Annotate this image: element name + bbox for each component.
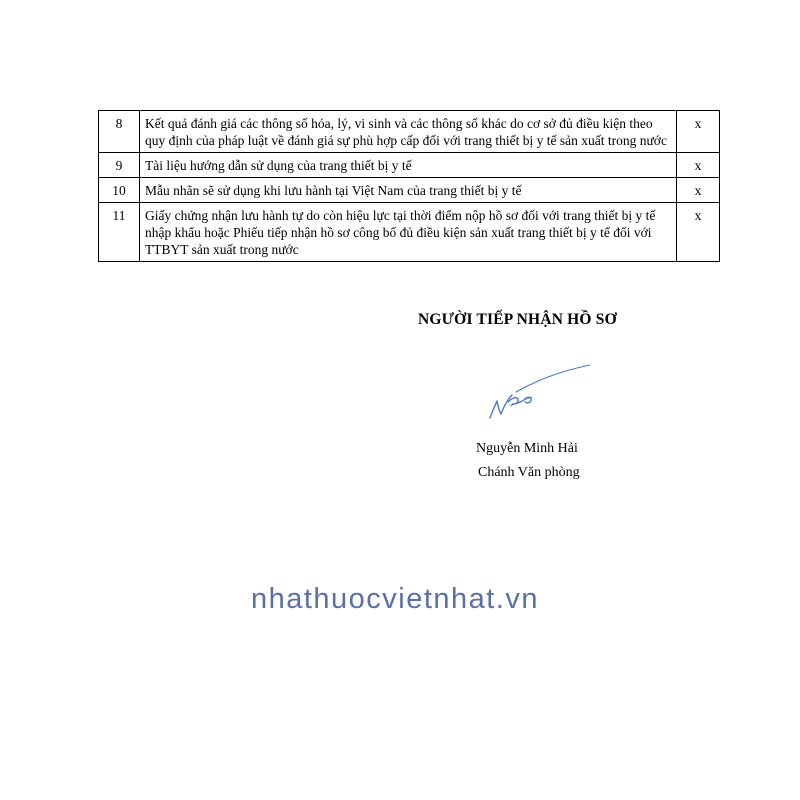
document-table <box>98 110 720 262</box>
row-description: Giấy chứng nhận lưu hành tự do còn hiệu lực tại thời điểm nộp hồ sơ đối với trang thiết bị y tế nhập khẩu hoặc Phiếu tiếp nhận hồ sơ công bố đủ điều kiện sản xuất trang thiết bị y tế đối với TTBYT sản xuất trong nước <box>140 203 677 262</box>
row-mark: x <box>677 203 720 262</box>
row-mark: x <box>677 153 720 178</box>
row-mark: x <box>677 178 720 203</box>
table-row <box>99 178 720 203</box>
row-number: 11 <box>99 203 140 262</box>
table-row <box>99 203 720 262</box>
row-number: 10 <box>99 178 140 203</box>
row-description: Mẫu nhãn sẽ sử dụng khi lưu hành tại Việt Nam của trang thiết bị y tế <box>140 178 677 203</box>
signer-name: Nguyễn Minh Hải <box>476 441 578 456</box>
row-description: Tài liệu hướng dẫn sử dụng của trang thiết bị y tế <box>140 153 677 178</box>
signature-image <box>486 362 598 426</box>
row-number: 9 <box>99 153 140 178</box>
row-mark: x <box>677 111 720 153</box>
table-row <box>99 111 720 153</box>
table-row <box>99 153 720 178</box>
signer-position: Chánh Văn phòng <box>478 465 580 480</box>
watermark-text: nhathuocvietnhat.vn <box>250 583 540 615</box>
row-description: Kết quả đánh giá các thông số hóa, lý, vi sinh và các thông số khác do cơ sở đủ điều kiện theo quy định của pháp luật về đánh giá sự phù hợp cấp đối với trang thiết bị y tế sản xuất trong nước <box>140 111 677 153</box>
receiver-title: NGƯỜI TIẾP NHẬN HỒ SƠ <box>418 311 617 328</box>
row-number: 8 <box>99 111 140 153</box>
